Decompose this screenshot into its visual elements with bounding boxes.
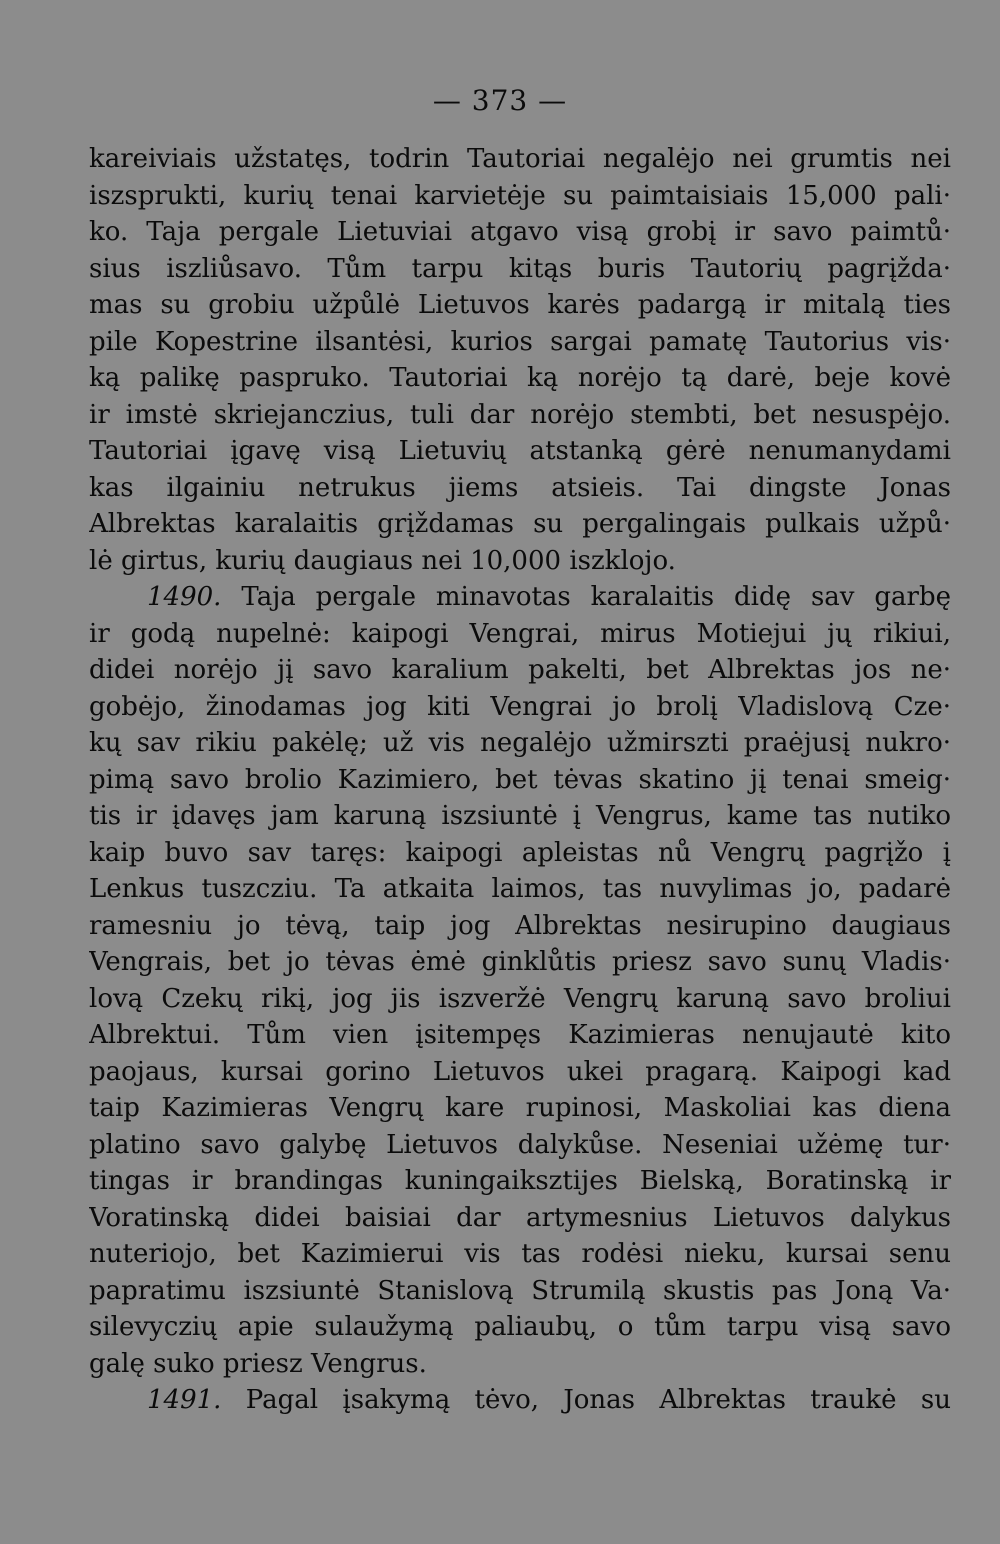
text-line: kas ilgainiu netrukus jiems atsieis. Tai dingste Jonas <box>89 472 951 503</box>
text-line: Voratinską didei baisiai dar artymesnius Lietuvos dalykus <box>89 1202 951 1233</box>
text-line: lė girtus, kurių daugiaus nei 10,000 iszklojo. <box>89 545 676 576</box>
text-line: sius iszliůsavo. Tům tarpu kitąs buris Tautorių pagrįžda· <box>89 253 951 284</box>
text-line: galę suko priesz Vengrus. <box>89 1348 427 1379</box>
text-line: lovą Czekų rikį, jog jis iszveržė Vengrų karuną savo broliui <box>89 983 951 1014</box>
text-line: Vengrais, bet jo tėvas ėmė ginklůtis priesz savo sunų Vladis· <box>89 947 951 977</box>
text-line: platino savo galybę Lietuvos dalykůse. Neseniai užėmę tur· <box>89 1129 951 1160</box>
text-line: iszsprukti, kurių tenai karvietėje su paimtaisiais 15,000 pali· <box>89 180 951 211</box>
text-line: paojaus, kursai gorino Lietuvos ukei pragarą. Kaipogi kad <box>89 1056 951 1087</box>
text-line-fragment: Taja pergale minavotas karalaitis didę sav garbę <box>241 582 951 612</box>
text-line: Albrektui. Tům vien įsitempęs Kazimieras nenujautė kito <box>89 1020 951 1050</box>
text-line: ką palikę paspruko. Tautoriai ką norėjo tą darė, beje kovė <box>89 363 951 393</box>
text-line: Tautoriai įgavę visą Lietuvių atstanką gėrė nenumanydami <box>89 436 951 466</box>
text-line: silevyczių apie sulaužymą paliaubų, o tům tarpu visą savo <box>89 1312 951 1342</box>
text-line: gobėjo, žinodamas jog kiti Vengrai jo brolį Vladislovą Cze· <box>89 691 951 722</box>
text-line: nuteriojo, bet Kazimierui vis tas rodėsi nieku, kursai senu <box>89 1239 951 1269</box>
text-line: didei norėjo jį savo karalium pakelti, bet Albrektas jos ne· <box>89 655 951 685</box>
text-line: kaip buvo sav taręs: kaipogi apleistas nů Vengrų pagrįžo į <box>89 837 951 868</box>
text-line: pimą savo brolio Kazimiero, bet tėvas skatino jį tenai smeig· <box>89 764 951 795</box>
text-line-fragment: Pagal įsakymą tėvo, Jonas Albrektas traukė su <box>245 1385 951 1415</box>
text-line: ramesniu jo tėvą, taip jog Albrektas nesirupino daugiaus <box>89 910 951 941</box>
text-line: ko. Taja pergale Lietuviai atgavo visą grobį ir savo paimtů· <box>89 217 951 247</box>
text-line: ir imstė skriejanczius, tuli dar norėjo stembti, bet nesuspėjo. <box>89 399 951 430</box>
text-line: papratimu iszsiuntė Stanislovą Strumilą skustis pas Joną Va· <box>89 1275 951 1306</box>
text-line: pile Kopestrine ilsantėsi, kurios sargai pamatę Tautorius vis· <box>89 326 951 357</box>
body-text <box>89 141 951 1419</box>
year-1491: 1491. <box>147 1385 222 1415</box>
text-line: mas su grobiu užpůlė Lietuvos karės padargą ir mitalą ties <box>89 290 951 320</box>
text-line: kų sav rikiu pakėlę; už vis negalėjo užmirszti praėjusį nukro· <box>89 728 951 758</box>
paragraph-1491-first-line <box>89 1382 951 1419</box>
year-1490: 1490. <box>147 582 222 612</box>
text-line: Albrektas karalaitis grįždamas su pergalingais pulkais užpů· <box>89 509 951 539</box>
text-line: tingas ir brandingas kuningaiksztijes Bielską, Boratinską ir <box>89 1166 951 1196</box>
page-number: — 373 — <box>432 84 568 117</box>
text-line: Lenkus tuszcziu. Ta atkaita laimos, tas nuvylimas jo, padarė <box>89 874 951 904</box>
text-line: taip Kazimieras Vengrų kare rupinosi, Maskoliai kas diena <box>89 1093 951 1123</box>
text-line: tis ir įdavęs jam karuną iszsiuntė į Vengrus, kame tas nutiko <box>89 801 951 831</box>
text-line: kareiviais užstatęs, todrin Tautoriai negalėjo nei grumtis nei <box>89 144 951 174</box>
paragraph-1490-first-line <box>89 579 951 616</box>
text-line: ir godą nupelnė: kaipogi Vengrai, mirus Motiejui jų rikiui, <box>89 618 951 649</box>
